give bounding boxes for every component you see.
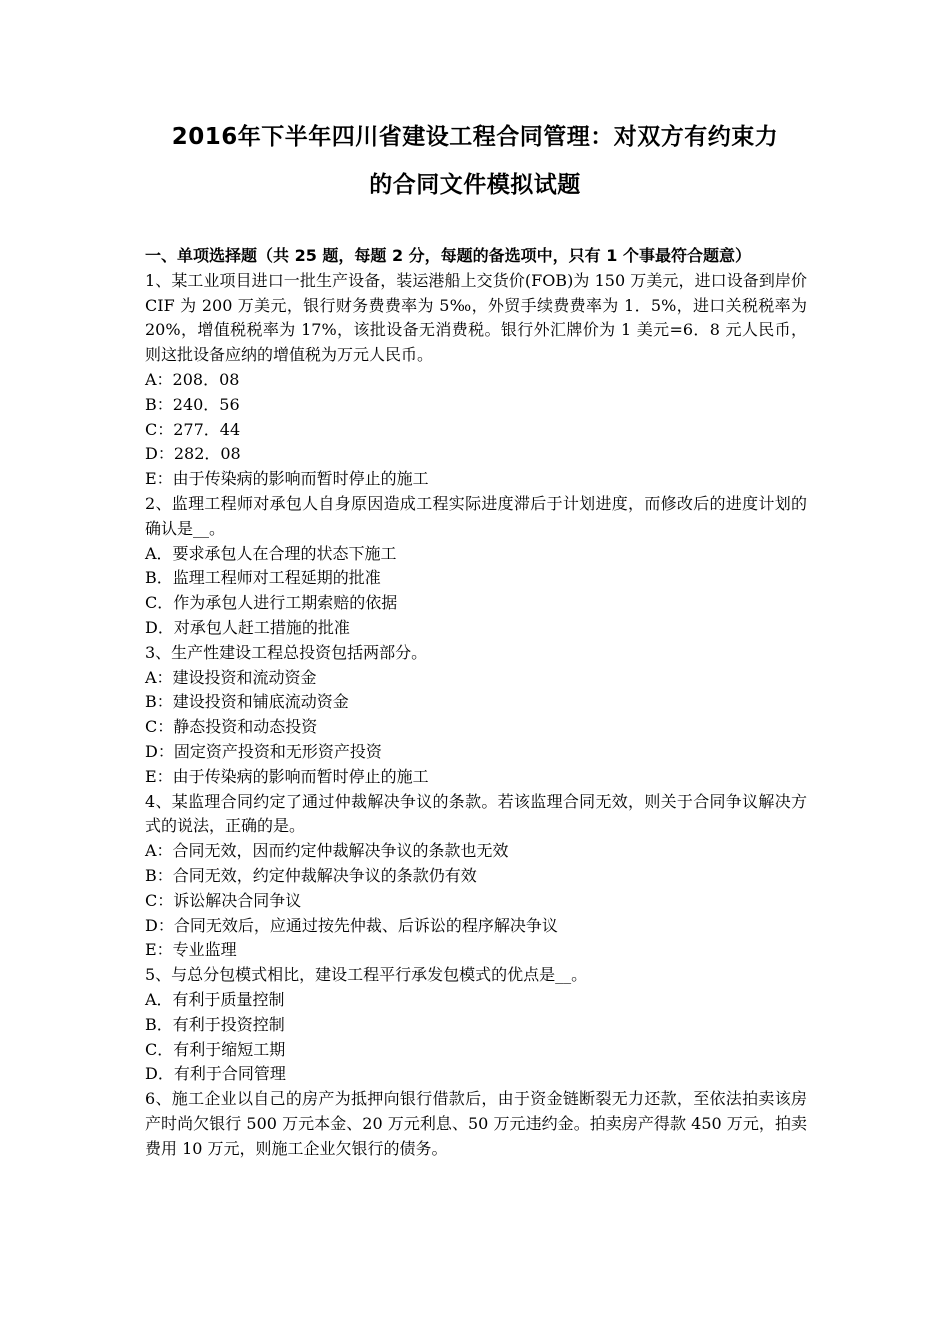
answer-option: B：建设投资和铺底流动资金 [145,692,349,712]
answer-option: C：诉讼解决合同争议 [145,890,302,910]
answer-option: C：277．44 [145,419,241,439]
answer-option: B．监理工程师对工程延期的批准 [145,568,381,588]
answer-option: A：208．08 [145,369,240,389]
answer-option: C：静态投资和动态投资 [145,717,318,737]
document-title [120,113,830,209]
answer-option: C．有利于缩短工期 [145,1039,286,1059]
answer-option: D：282．08 [145,444,241,464]
title-line-1: 2016年下半年四川省建设工程合同管理：对双方有约束力 [171,124,779,150]
answer-option: A：合同无效，因而约定仲裁解决争议的条款也无效 [145,841,509,861]
answer-option: A．有利于质量控制 [145,989,285,1009]
answer-option: C．作为承包人进行工期索赔的依据 [145,593,398,613]
question-block [145,963,807,1087]
question-block [145,790,807,964]
answer-option: B：240．56 [145,394,240,414]
answer-option: D．有利于合同管理 [145,1064,286,1084]
question-block [145,492,807,641]
question-stem: 1、某工业项目进口一批生产设备，装运港船上交货价(FOB)为 150 万美元，进口设备到岸价 CIF 为 200 万美元，银行财务费费率为 5‰，外贸手续费费率为 1．5%，进口关税税率为 20%，增值税税率为 17%，该批设备无消费税。银行外汇牌价为 1 美元=6．8 元人民币，则这批设备应纳的增值税为万元人民币。 [145,270,807,365]
question-list [145,269,807,1162]
document-body [145,244,807,1161]
title-line-2: 的合同文件模拟试题 [369,172,581,198]
answer-option: E：由于传染病的影响而暂时停止的施工 [145,469,429,489]
answer-option: E：由于传染病的影响而暂时停止的施工 [145,766,429,786]
question-block [145,269,807,492]
answer-option: B．有利于投资控制 [145,1014,285,1034]
question-stem: 4、某监理合同约定了通过仲裁解决争议的条款。若该监理合同无效，则关于合同争议解决方式的说法，正确的是。 [145,791,807,836]
question-block [145,641,807,790]
question-stem: 6、施工企业以自己的房产为抵押向银行借款后，由于资金链断裂无力还款，至依法拍卖该房产时尚欠银行 500 万元本金、20 万元利息、50 万元违约金。拍卖房产得款 450 万元，拍卖费用 10 万元，则施工企业欠银行的债务。 [145,1089,807,1158]
question-stem: 2、监理工程师对承包人自身原因造成工程实际进度滞后于计划进度，而修改后的进度计划的确认是__。 [145,493,807,538]
question-block [145,1087,807,1161]
answer-option: B：合同无效，约定仲裁解决争议的条款仍有效 [145,865,477,885]
answer-option: D：固定资产投资和无形资产投资 [145,741,382,761]
question-stem: 3、生产性建设工程总投资包括两部分。 [145,642,428,662]
question-stem: 5、与总分包模式相比，建设工程平行承发包模式的优点是__。 [145,965,588,985]
answer-option: D．对承包人赶工措施的批准 [145,617,350,637]
answer-option: E：专业监理 [145,940,237,960]
answer-option: A：建设投资和流动资金 [145,667,317,687]
answer-option: A．要求承包人在合理的状态下施工 [145,543,397,563]
answer-option: D：合同无效后，应通过按先仲裁、后诉讼的程序解决争议 [145,915,558,935]
section-heading: 一、单项选择题（共 25 题，每题 2 分，每题的备选项中，只有 1 个事最符合题意） [145,246,751,265]
